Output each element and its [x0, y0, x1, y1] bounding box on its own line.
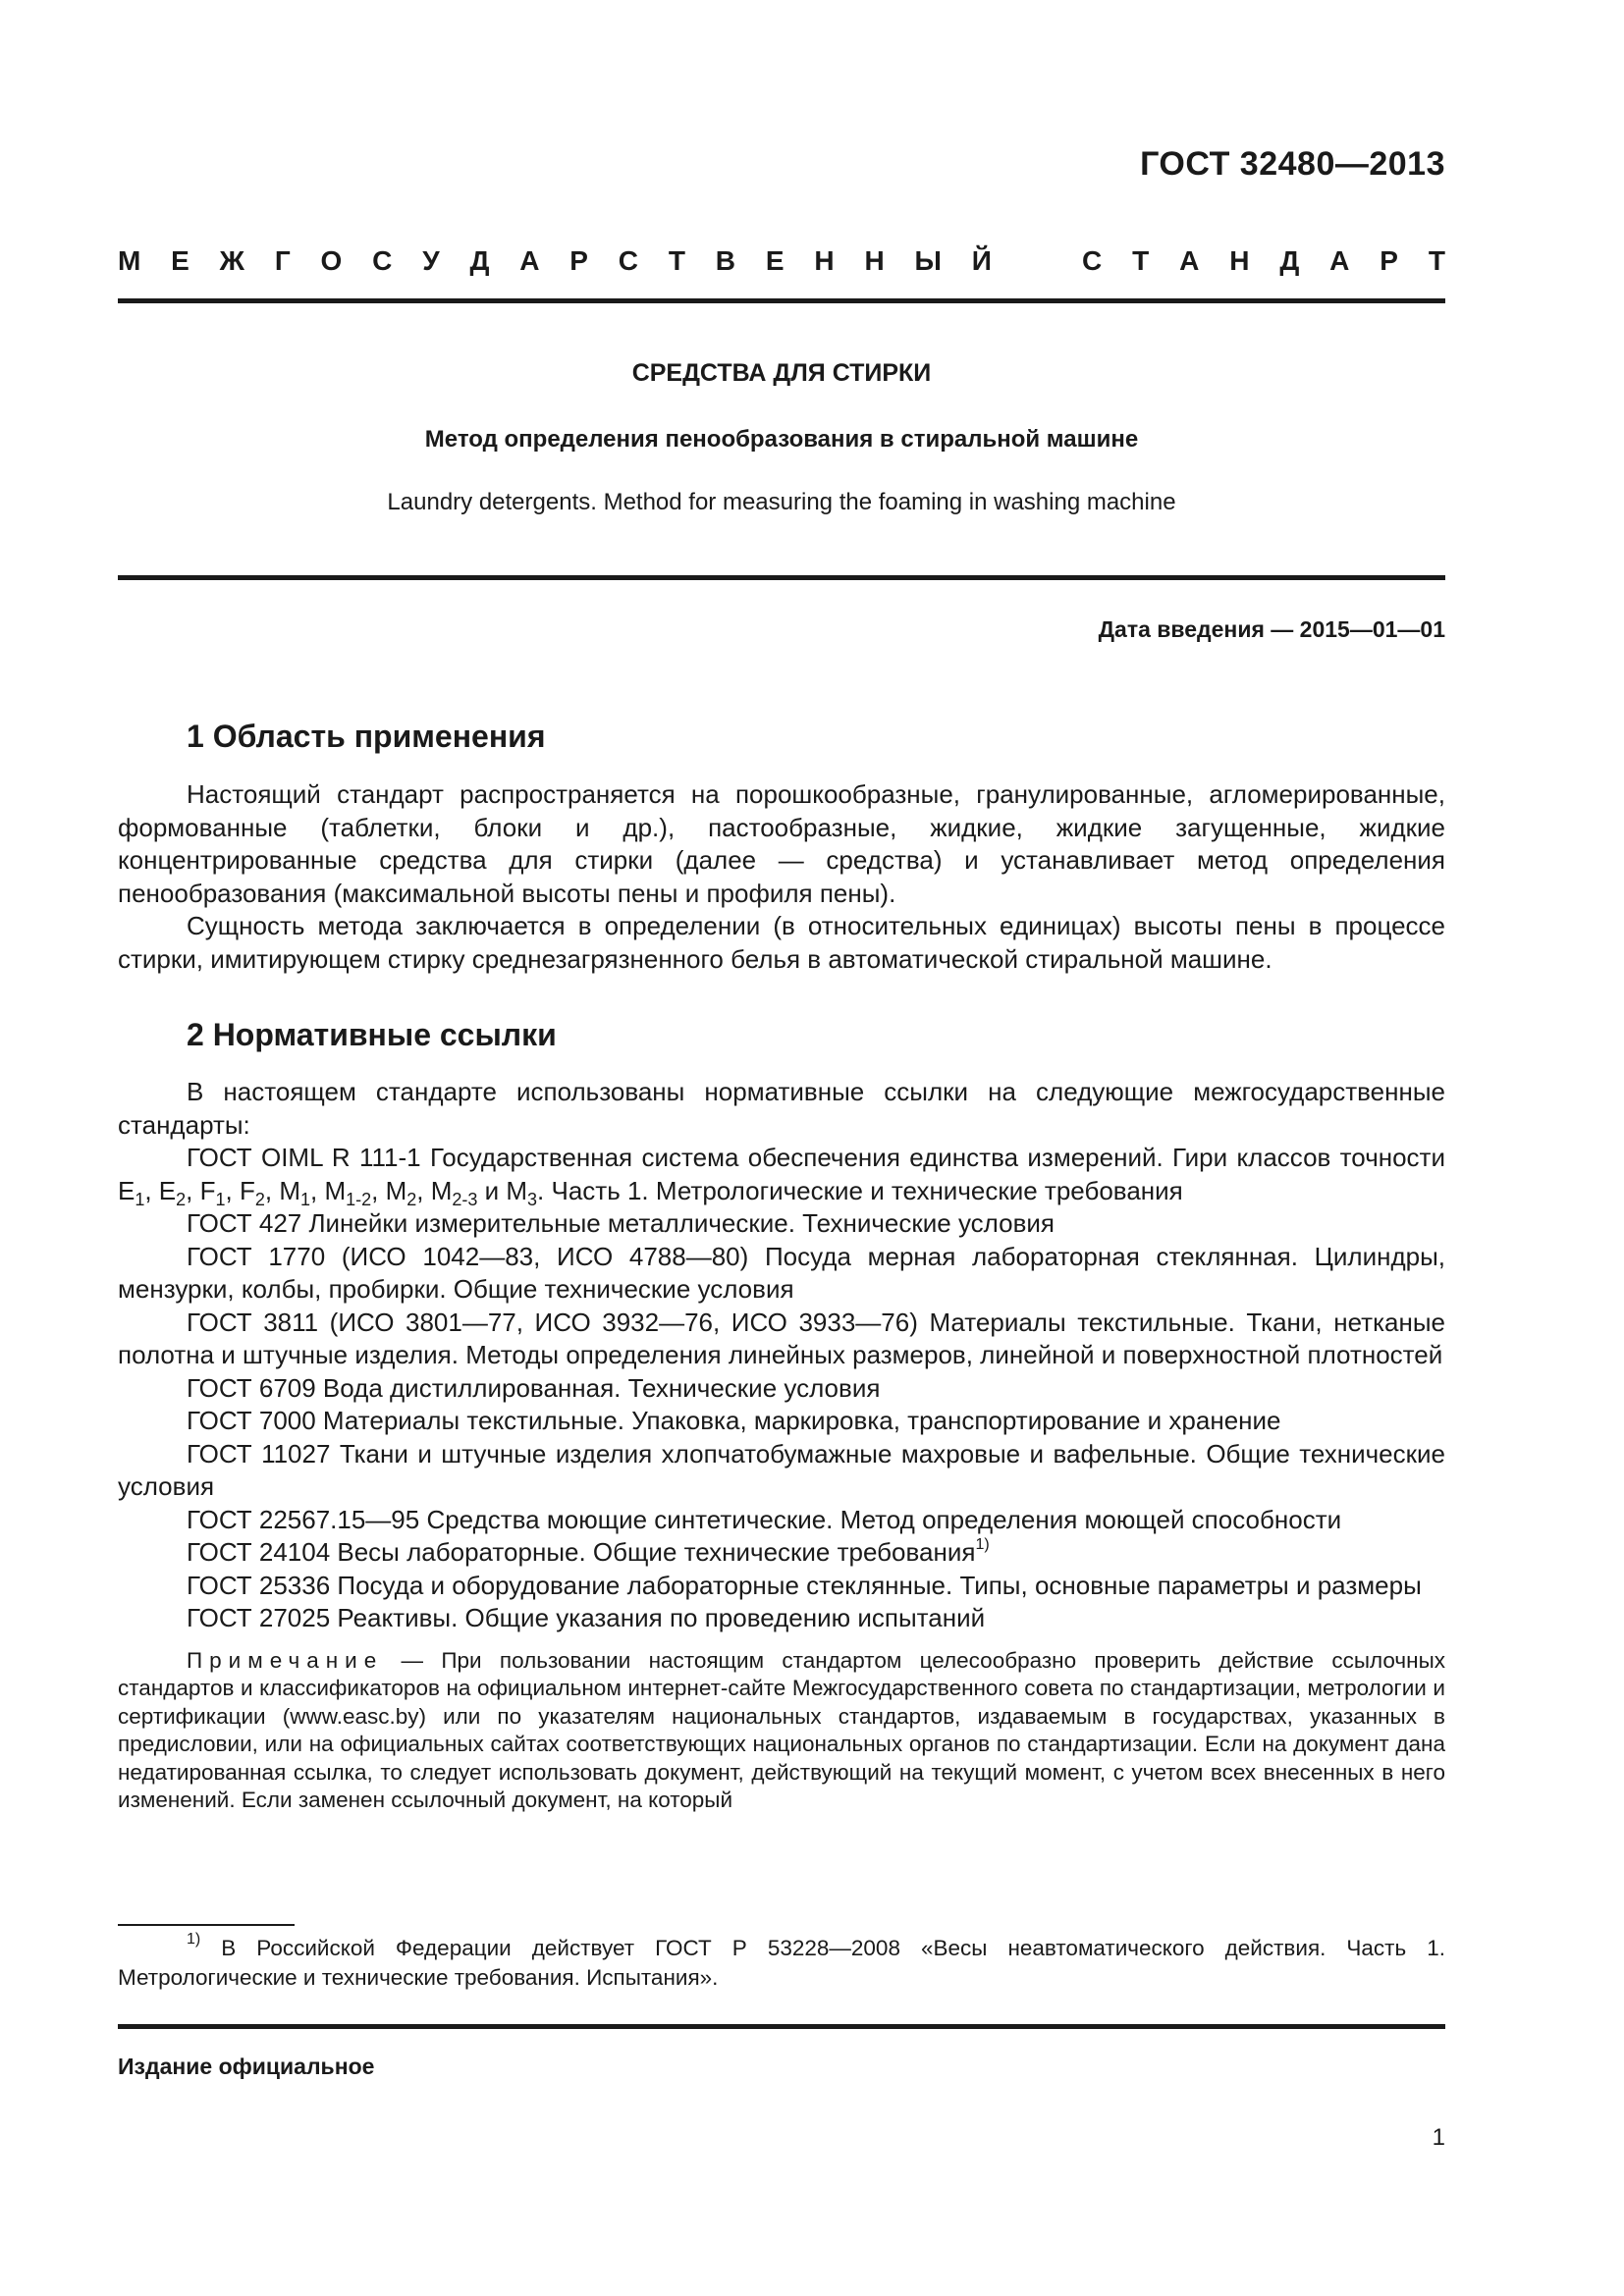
- banner-letter: О: [320, 245, 343, 276]
- introduction-date: Дата введения — 2015—01—01: [1098, 616, 1445, 642]
- document-number: ГОСТ 32480—2013: [1140, 145, 1445, 183]
- banner-letter: Д: [1279, 245, 1300, 276]
- banner-letter: Ж: [219, 245, 244, 276]
- banner-letter: Р: [569, 245, 588, 276]
- banner-letter: Д: [469, 245, 490, 276]
- document-subtitle: Метод определения пенообразования в стиральной машине: [424, 426, 1139, 453]
- section-1-heading: 1 Область применения: [187, 719, 546, 754]
- banner-letter: Т: [668, 245, 685, 276]
- banner-letter: Ы: [914, 245, 942, 276]
- banner-letter: Н: [814, 245, 835, 276]
- section-1-paragraph: Сущность метода заключается в определении (в относительных единицах) высоты пены в процессе стирки, имитирующем стирку среднезагрязненного белья в автоматической стиральной машине.: [118, 911, 1445, 974]
- banner-letter: Р: [1380, 245, 1398, 276]
- footnote-reference[interactable]: 1): [975, 1536, 990, 1553]
- banner-letter: Г: [274, 245, 291, 276]
- reference-item: ГОСТ 22567.15—95 Средства моющие синтетические. Метод определения моющей способности: [187, 1504, 1342, 1534]
- footnote-separator: [118, 1924, 295, 1926]
- reference-item: ГОСТ 11027 Ткани и штучные изделия хлопчатобумажные махровые и вафельные. Общие технические условия: [118, 1438, 1445, 1501]
- reference-item: ГОСТ 1770 (ИСО 1042—83, ИСО 4788—80) Посуда мерная лабораторная стеклянная. Цилиндры, мензурки, колбы, пробирки. Общие технические условия: [118, 1241, 1445, 1304]
- reference-item: ГОСТ 25336 Посуда и оборудование лабораторные стеклянные. Типы, основные параметры и размеры: [187, 1570, 1422, 1600]
- interstate-standard-banner: [118, 245, 1445, 277]
- banner-letter: Е: [765, 245, 785, 276]
- section-1-paragraph: Настоящий стандарт распространяется на порошкообразные, гранулированные, агломерированные, формованные (таблетки, блоки и др.), пастообразные, жидкие, жидкие загущенные, жидкие концентрированные средства для стирки (далее — средства) и устанавливает метод определения пенообразования (максимальной высоты пены и профиля пены).: [118, 779, 1445, 908]
- reference-item: ГОСТ 427 Линейки измерительные металлические. Технические условия: [187, 1208, 1055, 1238]
- reference-item: ГОСТ 3811 (ИСО 3801—77, ИСО 3932—76, ИСО 3933—76) Материалы текстильные. Ткани, нетканые полотна и штучные изделия. Методы определения линейных размеров, линейной и поверхностной плотностей: [118, 1307, 1445, 1369]
- banner-letter: В: [715, 245, 736, 276]
- title-rule: [118, 575, 1445, 580]
- footnote: $^{1)}$ В Российской Федерации действует ГОСТ Р 53228—2008 «Весы неавтоматического действия. Часть 1. Метрологические и технические требования. Испытания».: [118, 1931, 1445, 1990]
- banner-letter: Н: [1229, 245, 1250, 276]
- banner-letter: Й: [971, 245, 992, 276]
- document-title: СРЕДСТВА ДЛЯ СТИРКИ: [631, 359, 932, 387]
- section-1-body: [118, 778, 1445, 976]
- footer-rule: [118, 2024, 1445, 2029]
- banner-word-interstate: [118, 245, 992, 277]
- reference-item: ГОСТ 7000 Материалы текстильные. Упаковка, маркировка, транспортирование и хранение: [187, 1406, 1281, 1435]
- banner-letter: С: [1082, 245, 1103, 276]
- document-title-english: Laundry detergents. Method for measuring the foaming in washing machine: [387, 489, 1176, 515]
- footnote-mark: 1): [187, 1931, 201, 1948]
- banner-letter: У: [422, 245, 440, 276]
- banner-letter: Т: [1428, 245, 1445, 276]
- banner-letter: Т: [1132, 245, 1150, 276]
- banner-letter: С: [618, 245, 639, 276]
- reference-item: ГОСТ OIML R 111-1 Государственная система обеспечения единства измерений. Гири классов точности $E_1$, $E_2$, $F_1$, $F_2$, $M_1$, $M_{1-2}$, $M_2$, $M_{2-3}$ и $M_3$. Часть 1. Метрологические и технические требования: [118, 1143, 1445, 1209]
- note-paragraph: Примечание — При пользовании настоящим стандартом целесообразно проверить действие ссылочных стандартов и классификаторов на официальном интернет-сайте Межгосударственного совета по стандартизации, метрологии и сертификации (www.easc.by) или по указателям национальных стандартов, издаваемым в государствах, указанных в предисловии, или на официальных сайтах соответствующих национальных органов по стандартизации. Если на документ дана недатированная ссылка, то следует использовать документ, действующий на текущий момент, с учетом всех внесенных в него изменений. Если заменен ссылочный документ, на который: [118, 1647, 1445, 1812]
- banner-letter: Е: [171, 245, 189, 276]
- section-2-heading: 2 Нормативные ссылки: [187, 1017, 557, 1052]
- section-2-body: [118, 1076, 1445, 1815]
- references-intro: В настоящем стандарте использованы нормативные ссылки на следующие межгосударственные стандарты:: [118, 1077, 1445, 1140]
- reference-item: ГОСТ 27025 Реактивы. Общие указания по проведению испытаний: [187, 1603, 986, 1632]
- note-label: Примечание: [187, 1647, 384, 1673]
- reference-item: ГОСТ 6709 Вода дистиллированная. Технические условия: [187, 1372, 881, 1403]
- banner-letter: М: [118, 245, 141, 276]
- banner-letter: А: [1329, 245, 1350, 276]
- header-rule: [118, 298, 1445, 303]
- banner-letter: А: [519, 245, 540, 276]
- edition-label: Издание официальное: [118, 2054, 375, 2079]
- banner-letter: А: [1179, 245, 1200, 276]
- banner-word-standard: [1082, 245, 1445, 277]
- reference-item: ГОСТ 24104 Весы лабораторные. Общие технические требования$^{1)}$: [187, 1536, 990, 1567]
- page-number: 1: [1432, 2124, 1445, 2151]
- banner-letter: С: [372, 245, 393, 276]
- banner-letter: Н: [864, 245, 885, 276]
